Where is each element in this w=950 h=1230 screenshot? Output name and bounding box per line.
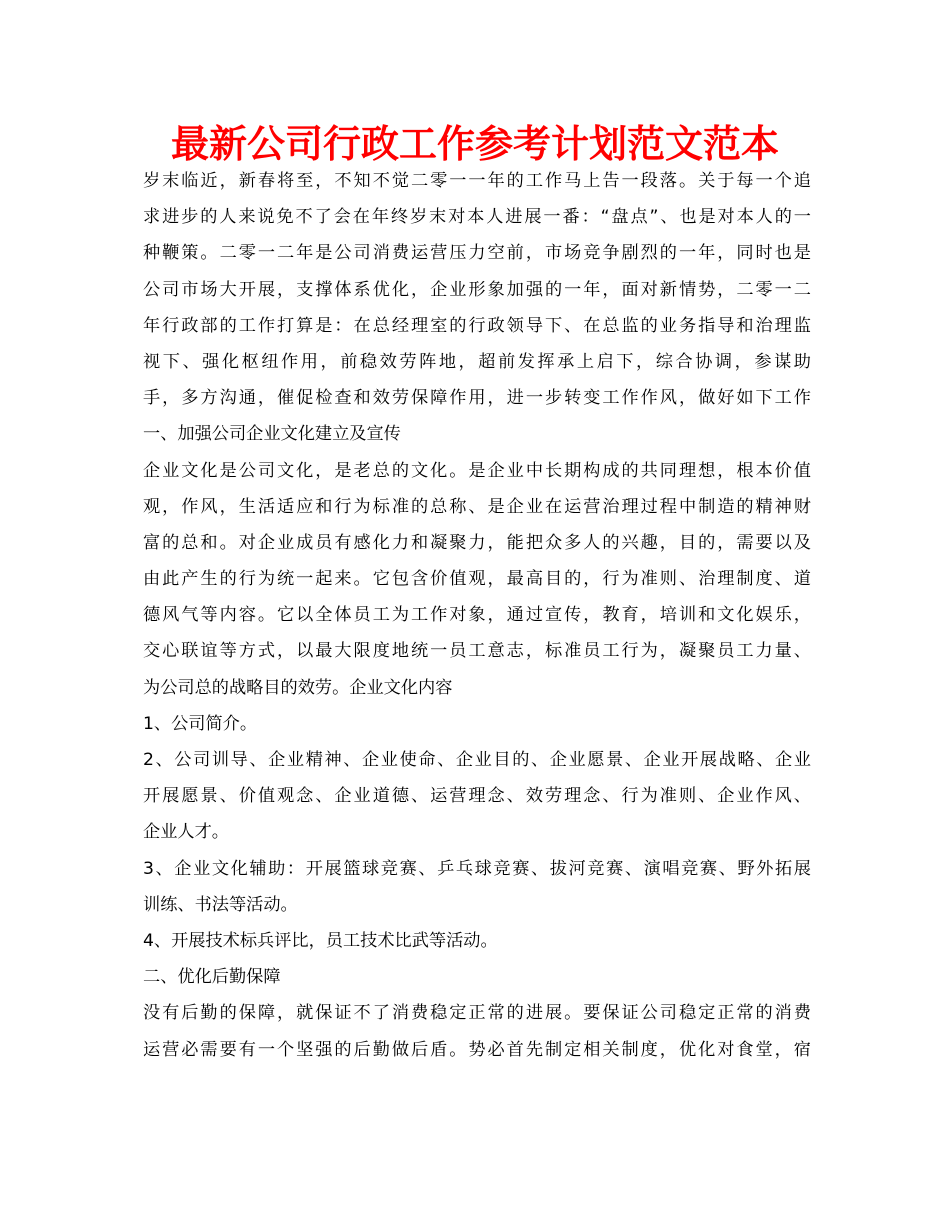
body-line: 1、公司简介。: [143, 713, 258, 734]
document-body: [143, 163, 811, 1068]
body-line: 企业文化是公司文化，是老总的文化。是企业中长期构成的共同理想，根本价值: [143, 460, 811, 481]
body-line: 一、加强公司企业文化建立及宣传: [143, 424, 401, 445]
body-line: 由此产生的行为统一起来。它包含价值观，最高目的，行为准则、治理制度、道: [143, 569, 811, 590]
body-line: 运营必需要有一个坚强的后勤做后盾。势必首先制定相关制度，优化对食堂，宿: [143, 1039, 811, 1060]
body-line: 富的总和。对企业成员有感化力和凝聚力，能把众多人的兴趣，目的，需要以及: [143, 532, 811, 553]
body-line: 交心联谊等方式，以最大限度地统一员工意志，标准员工行为，凝聚员工力量、: [143, 641, 811, 662]
body-line: 没有后勤的保障，就保证不了消费稳定正常的进展。要保证公司稳定正常的消费: [143, 1003, 811, 1024]
body-line: 训练、书法等活动。: [143, 894, 298, 915]
body-line: 年行政部的工作打算是：在总经理室的行政领导下、在总监的业务指导和治理监: [143, 315, 811, 336]
body-line: 种鞭策。二零一二年是公司消费运营压力空前，市场竞争剧烈的一年，同时也是: [143, 243, 811, 264]
body-line: 求进步的人来说免不了会在年终岁末对本人进展一番：“盘点”、也是对本人的一: [143, 207, 811, 228]
body-line: 为公司总的战略目的效劳。企业文化内容: [143, 677, 453, 698]
body-line: 4、开展技术标兵评比，员工技术比武等活动。: [143, 930, 498, 951]
body-line: 企业人才。: [143, 822, 229, 843]
body-line: 开展愿景、价值观念、企业道德、运营理念、效劳理念、行为准则、企业作风、: [143, 786, 811, 807]
body-line: 2、公司训导、企业精神、企业使命、企业目的、企业愿景、企业开展战略、企业: [143, 750, 811, 770]
body-line: 视下、强化枢纽作用，前稳效劳阵地，超前发挥承上启下，综合协调，参谋助: [143, 351, 811, 372]
body-line: 公司市场大开展，支撑体系优化，企业形象加强的一年，面对新情势，二零一二: [143, 279, 811, 300]
document-title: 最新公司行政工作参考计划范文范本: [170, 122, 779, 166]
body-line: 二、优化后勤保障: [143, 967, 281, 988]
body-line: 岁末临近，新春将至，不知不觉二零一一年的工作马上告一段落。关于每一个追: [143, 171, 811, 191]
body-line: 手，多方沟通，催促检查和效劳保障作用，进一步转变工作作风，做好如下工作: [143, 388, 811, 409]
body-line: 观，作风，生活适应和行为标准的总称、是企业在运营治理过程中制造的精神财: [143, 496, 811, 517]
body-line: 3、企业文化辅助：开展篮球竞赛、乒乓球竞赛、拔河竞赛、演唱竞赛、野外拓展: [143, 858, 811, 879]
body-line: 德风气等内容。它以全体员工为工作对象，通过宣传，教育，培训和文化娱乐，: [143, 605, 811, 626]
